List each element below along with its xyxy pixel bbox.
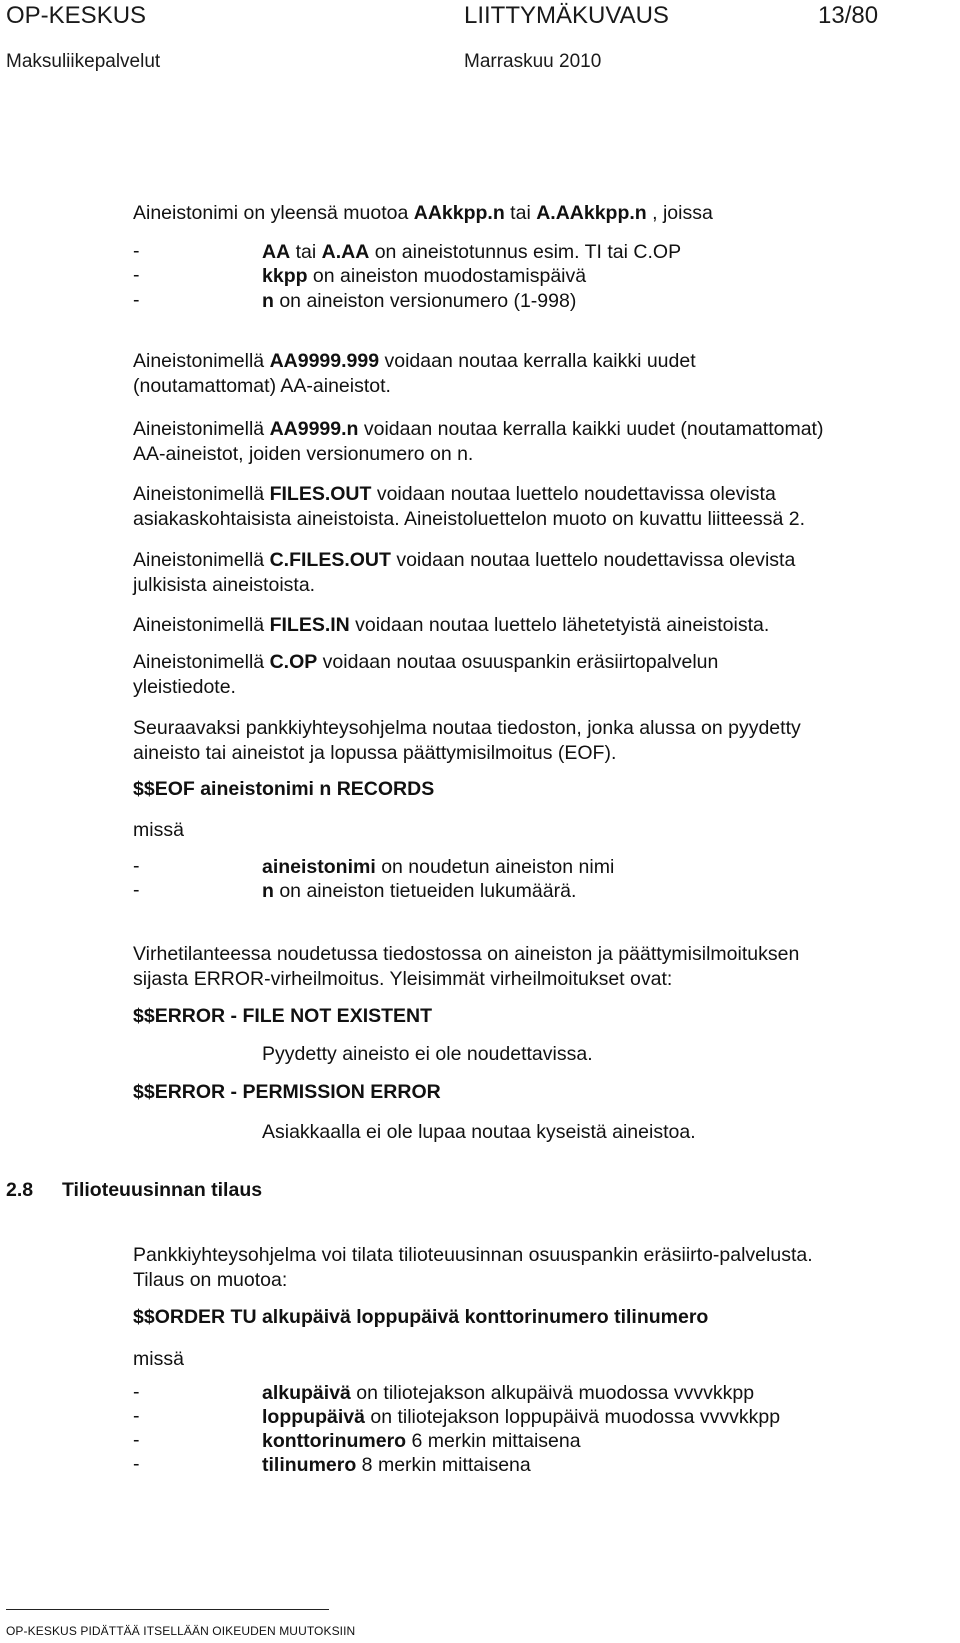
list-dash: -: [133, 855, 140, 877]
list-item: loppupäivä on tiliotejakson loppupäivä muodossa vvvvkkpp: [262, 1406, 781, 1428]
error-code: $$ERROR - FILE NOT EXISTENT: [133, 1005, 433, 1027]
list-dash: -: [133, 240, 140, 262]
list-item: alkupäivä on tiliotejakson alkupäivä muodossa vvvvkkpp: [262, 1382, 755, 1404]
header-left-subtitle: Maksuliikepalvelut: [6, 51, 161, 72]
error-description: Pyydetty aineisto ei ole noudettavissa.: [262, 1043, 593, 1065]
list-dash: -: [133, 879, 140, 901]
list-dash: -: [133, 289, 140, 311]
footer-notice: OP-KESKUS PIDÄTTÄÄ ITSELLÄÄN OIKEUDEN MUUTOKSIIN: [6, 1624, 356, 1638]
list-item: aineistonimi on noudetun aineiston nimi: [262, 856, 615, 878]
section-number: 2.8: [6, 1179, 34, 1201]
list-item: tilinumero 8 merkin mittaisena: [262, 1454, 531, 1476]
paragraph: Aineistonimellä C.OP voidaan noutaa osuuspankin eräsiirtopalvelun yleistiedote.: [133, 651, 719, 698]
footer-divider: [6, 1609, 329, 1610]
page-number: 13/80: [818, 2, 879, 29]
paragraph: Aineistonimellä C.FILES.OUT voidaan noutaa luettelo noudettavissa olevista julkisista aineistoista.: [133, 549, 796, 596]
list-item: kkpp on aineiston muodostamispäivä: [262, 265, 587, 287]
intro-line: Aineistonimi on yleensä muotoa AAkkpp.n tai A.AAkkpp.n , joissa: [133, 202, 713, 224]
header-left-title: OP-KESKUS: [6, 2, 147, 29]
missa-label: missä: [133, 1348, 184, 1370]
list-dash: -: [133, 1381, 140, 1403]
error-intro: Virhetilanteessa noudetussa tiedostossa on aineiston ja päättymisilmoituksen sijasta ERROR-virheilmoitus. Yleisimmät virheilmoitukset ovat:: [133, 943, 800, 990]
section-title: Tilioteuusinnan tilaus: [62, 1179, 263, 1201]
missa-label: missä: [133, 819, 184, 841]
list-dash: -: [133, 264, 140, 286]
list-dash: -: [133, 1405, 140, 1427]
list-item: n on aineiston tietueiden lukumäärä.: [262, 880, 577, 902]
list-item: n on aineiston versionumero (1-998): [262, 290, 577, 312]
order-format: $$ORDER TU alkupäivä loppupäivä konttorinumero tilinumero: [133, 1306, 709, 1328]
list-dash: -: [133, 1453, 140, 1475]
header-center-title: LIITTYMÄKUVAUS: [464, 2, 669, 29]
list-item: AA tai A.AA on aineistotunnus esim. TI tai C.OP: [262, 241, 682, 263]
paragraph: Aineistonimellä FILES.IN voidaan noutaa luettelo lähetetyistä aineistoista.: [133, 614, 770, 636]
error-code: $$ERROR - PERMISSION ERROR: [133, 1081, 441, 1103]
paragraph: Aineistonimellä AA9999.n voidaan noutaa kerralla kaikki uudet (noutamattomat) AA-aineistot, joiden versionumero on n.: [133, 418, 824, 465]
paragraph: Aineistonimellä AA9999.999 voidaan noutaa kerralla kaikki uudet (noutamattomat) AA-aineistot.: [133, 350, 696, 397]
order-intro: Pankkiyhteysohjelma voi tilata tilioteuusinnan osuuspankin eräsiirto-palvelusta. Tilaus on muotoa:: [133, 1244, 813, 1291]
list-dash: -: [133, 1429, 140, 1451]
header-center-subtitle: Marraskuu 2010: [464, 51, 602, 72]
eof-format: $$EOF aineistonimi n RECORDS: [133, 778, 435, 800]
error-description: Asiakkaalla ei ole lupaa noutaa kyseistä aineistoa.: [262, 1121, 696, 1143]
list-item: konttorinumero 6 merkin mittaisena: [262, 1430, 581, 1452]
paragraph: Aineistonimellä FILES.OUT voidaan noutaa luettelo noudettavissa olevista asiakaskohtaisista aineistoista. Aineistoluettelon muoto on kuvattu liitteessä 2.: [133, 483, 806, 530]
eof-intro: Seuraavaksi pankkiyhteysohjelma noutaa tiedoston, jonka alussa on pyydetty aineisto tai aineistot ja lopussa päättymisilmoitus (EOF).: [133, 717, 801, 764]
